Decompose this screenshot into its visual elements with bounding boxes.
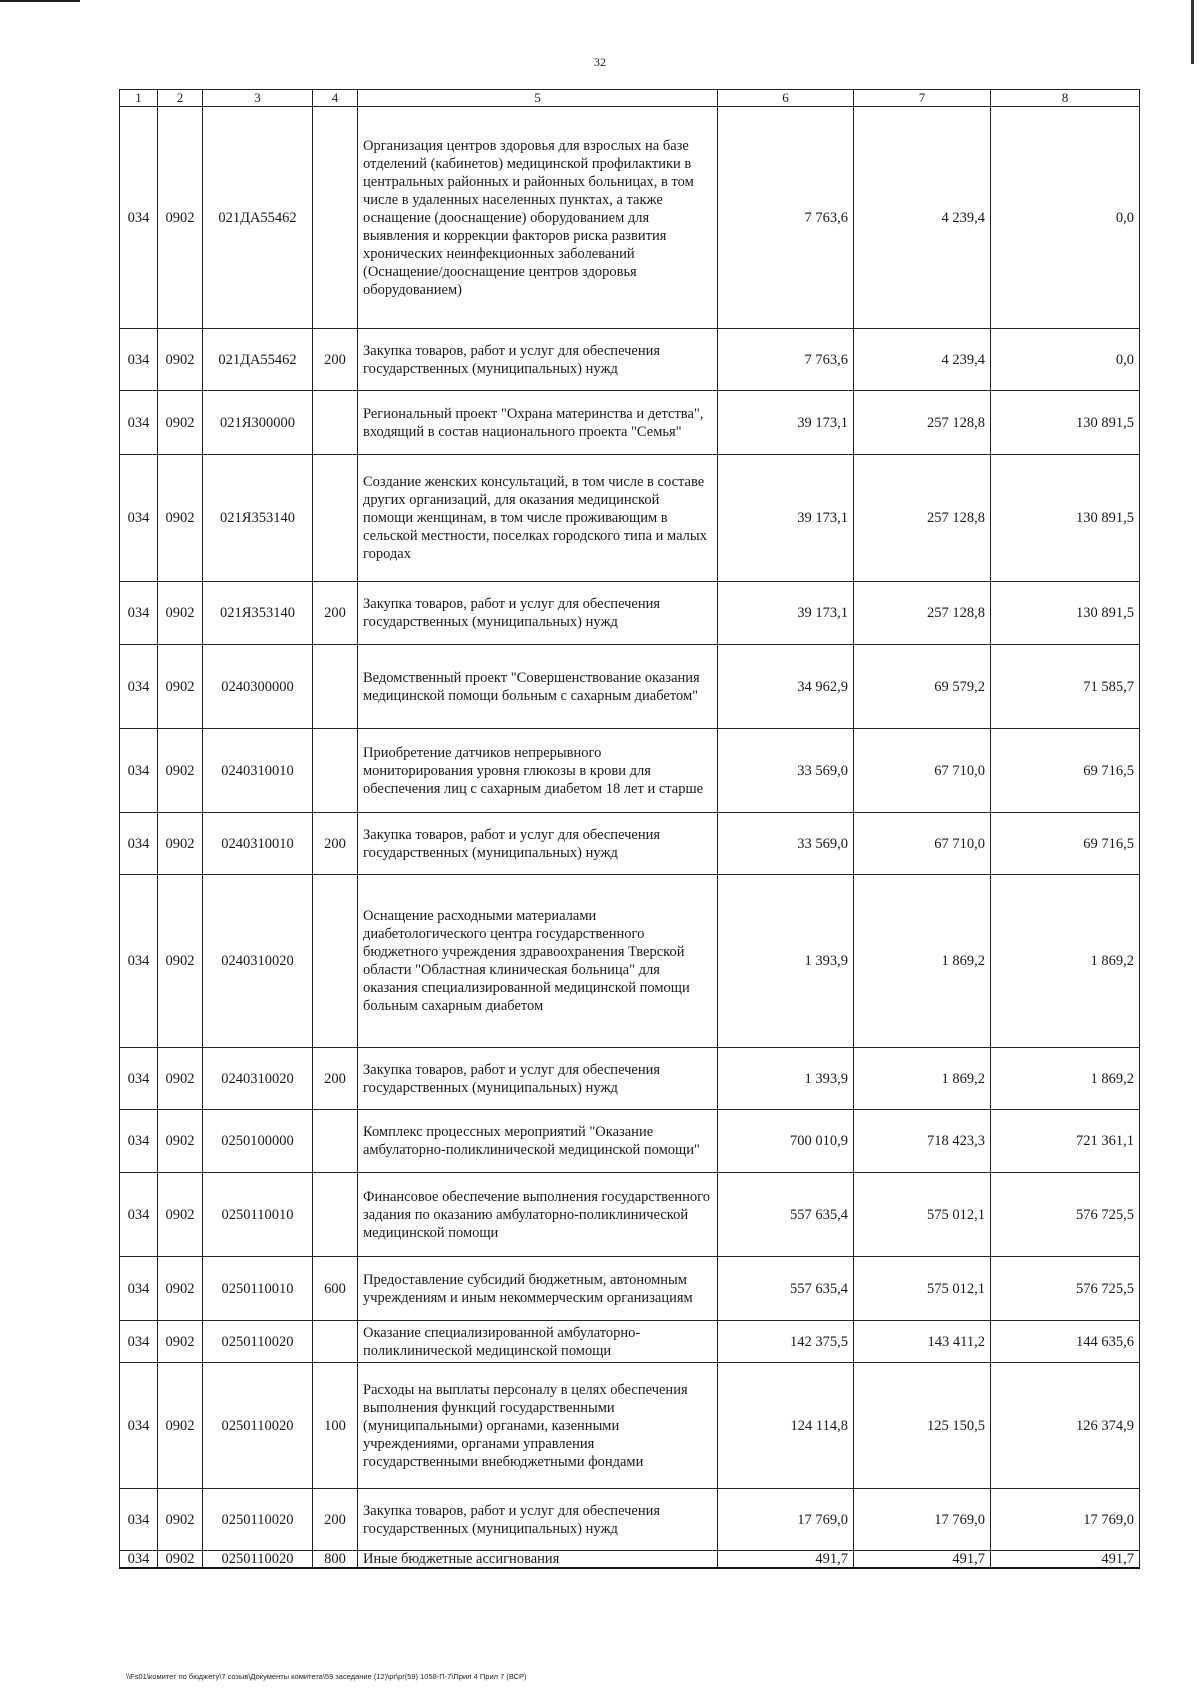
cell-amount-year-3: 576 725,5 — [991, 1257, 1140, 1321]
table-row — [120, 1551, 1140, 1569]
cell-description: Закупка товаров, работ и услуг для обеспечения государственных (муниципальных) нужд — [358, 329, 718, 391]
cell-amount-year-1: 39 173,1 — [718, 582, 854, 645]
cell-expense-type: 200 — [313, 813, 358, 875]
cell-amount-year-1: 7 763,6 — [718, 329, 854, 391]
cell-amount-year-1: 557 635,4 — [718, 1173, 854, 1257]
cell-ministry-code: 034 — [120, 1257, 158, 1321]
cell-ministry-code: 034 — [120, 391, 158, 455]
header-col-5: 5 — [358, 90, 718, 107]
table-row — [120, 455, 1140, 582]
cell-amount-year-2: 718 423,3 — [854, 1110, 991, 1173]
cell-target-article: 0250110010 — [203, 1173, 313, 1257]
cell-section-code: 0902 — [158, 107, 203, 329]
cell-description: Региональный проект "Охрана материнства и детства", входящий в состав национального проекта "Семья" — [358, 391, 718, 455]
table-row — [120, 391, 1140, 455]
cell-amount-year-1: 142 375,5 — [718, 1321, 854, 1363]
cell-ministry-code: 034 — [120, 582, 158, 645]
top-rule — [0, 0, 80, 2]
cell-amount-year-2: 575 012,1 — [854, 1173, 991, 1257]
table-body — [120, 107, 1140, 1569]
cell-section-code: 0902 — [158, 1321, 203, 1363]
cell-ministry-code: 034 — [120, 329, 158, 391]
cell-amount-year-3: 69 716,5 — [991, 729, 1140, 813]
cell-amount-year-2: 17 769,0 — [854, 1489, 991, 1551]
cell-amount-year-2: 257 128,8 — [854, 455, 991, 582]
cell-expense-type — [313, 1321, 358, 1363]
cell-target-article: 0250110020 — [203, 1321, 313, 1363]
cell-ministry-code: 034 — [120, 107, 158, 329]
cell-amount-year-3: 130 891,5 — [991, 391, 1140, 455]
header-col-7: 7 — [854, 90, 991, 107]
cell-amount-year-3: 721 361,1 — [991, 1110, 1140, 1173]
cell-target-article: 0250100000 — [203, 1110, 313, 1173]
page-number: 32 — [594, 55, 606, 69]
cell-amount-year-2: 67 710,0 — [854, 813, 991, 875]
table-row — [120, 329, 1140, 391]
cell-ministry-code: 034 — [120, 1551, 158, 1569]
cell-ministry-code: 034 — [120, 1489, 158, 1551]
cell-expense-type — [313, 391, 358, 455]
cell-target-article: 0240310020 — [203, 1048, 313, 1110]
cell-target-article: 0250110020 — [203, 1551, 313, 1569]
table-row — [120, 1321, 1140, 1363]
cell-amount-year-3: 0,0 — [991, 107, 1140, 329]
table-row — [120, 1110, 1140, 1173]
cell-description: Ведомственный проект "Совершенствование оказания медицинской помощи больным с сахарным диабетом" — [358, 645, 718, 729]
cell-target-article: 021Я353140 — [203, 582, 313, 645]
cell-amount-year-3: 17 769,0 — [991, 1489, 1140, 1551]
cell-amount-year-1: 491,7 — [718, 1551, 854, 1569]
table-row — [120, 729, 1140, 813]
cell-section-code: 0902 — [158, 875, 203, 1048]
cell-target-article: 021Я300000 — [203, 391, 313, 455]
cell-target-article: 0240310010 — [203, 813, 313, 875]
cell-section-code: 0902 — [158, 455, 203, 582]
cell-section-code: 0902 — [158, 1551, 203, 1569]
table-row — [120, 1173, 1140, 1257]
header-col-4: 4 — [313, 90, 358, 107]
cell-amount-year-2: 69 579,2 — [854, 645, 991, 729]
table-row — [120, 1489, 1140, 1551]
cell-section-code: 0902 — [158, 1257, 203, 1321]
cell-ministry-code: 034 — [120, 875, 158, 1048]
cell-description: Расходы на выплаты персоналу в целях обеспечения выполнения функций государственными (муниципальными) органами, казенными учреждениями, органами управления государственными внебюджетными фондами — [358, 1363, 718, 1489]
cell-section-code: 0902 — [158, 729, 203, 813]
cell-amount-year-3: 0,0 — [991, 329, 1140, 391]
cell-expense-type — [313, 455, 358, 582]
header-row — [120, 90, 1140, 107]
cell-amount-year-3: 130 891,5 — [991, 455, 1140, 582]
cell-section-code: 0902 — [158, 645, 203, 729]
cell-target-article: 0240310010 — [203, 729, 313, 813]
cell-section-code: 0902 — [158, 582, 203, 645]
cell-ministry-code: 034 — [120, 729, 158, 813]
cell-section-code: 0902 — [158, 329, 203, 391]
cell-amount-year-1: 33 569,0 — [718, 813, 854, 875]
cell-amount-year-3: 491,7 — [991, 1551, 1140, 1569]
cell-amount-year-3: 130 891,5 — [991, 582, 1140, 645]
cell-amount-year-1: 7 763,6 — [718, 107, 854, 329]
cell-amount-year-1: 33 569,0 — [718, 729, 854, 813]
cell-amount-year-1: 39 173,1 — [718, 455, 854, 582]
cell-expense-type: 800 — [313, 1551, 358, 1569]
cell-expense-type: 200 — [313, 1489, 358, 1551]
table-row — [120, 1257, 1140, 1321]
table-row — [120, 813, 1140, 875]
cell-expense-type — [313, 107, 358, 329]
cell-amount-year-1: 124 114,8 — [718, 1363, 854, 1489]
cell-amount-year-1: 34 962,9 — [718, 645, 854, 729]
cell-target-article: 0250110010 — [203, 1257, 313, 1321]
cell-ministry-code: 034 — [120, 813, 158, 875]
table-row — [120, 1048, 1140, 1110]
cell-amount-year-1: 17 769,0 — [718, 1489, 854, 1551]
cell-target-article: 0250110020 — [203, 1363, 313, 1489]
cell-amount-year-3: 1 869,2 — [991, 875, 1140, 1048]
cell-amount-year-3: 69 716,5 — [991, 813, 1140, 875]
cell-amount-year-2: 1 869,2 — [854, 1048, 991, 1110]
cell-description: Иные бюджетные ассигнования — [358, 1551, 718, 1569]
cell-amount-year-1: 557 635,4 — [718, 1257, 854, 1321]
cell-ministry-code: 034 — [120, 455, 158, 582]
cell-ministry-code: 034 — [120, 1110, 158, 1173]
header-col-3: 3 — [203, 90, 313, 107]
cell-expense-type — [313, 729, 358, 813]
cell-target-article: 021Я353140 — [203, 455, 313, 582]
cell-amount-year-2: 4 239,4 — [854, 329, 991, 391]
header-col-8: 8 — [991, 90, 1140, 107]
table-row — [120, 107, 1140, 329]
cell-section-code: 0902 — [158, 391, 203, 455]
table-row — [120, 1363, 1140, 1489]
cell-amount-year-3: 1 869,2 — [991, 1048, 1140, 1110]
cell-description: Финансовое обеспечение выполнения государственного задания по оказанию амбулаторно-поликлинической медицинской помощи — [358, 1173, 718, 1257]
cell-description: Закупка товаров, работ и услуг для обеспечения государственных (муниципальных) нужд — [358, 813, 718, 875]
cell-section-code: 0902 — [158, 813, 203, 875]
cell-amount-year-1: 700 010,9 — [718, 1110, 854, 1173]
cell-amount-year-2: 257 128,8 — [854, 391, 991, 455]
cell-amount-year-2: 257 128,8 — [854, 582, 991, 645]
cell-amount-year-2: 4 239,4 — [854, 107, 991, 329]
cell-expense-type — [313, 1173, 358, 1257]
cell-target-article: 0250110020 — [203, 1489, 313, 1551]
cell-expense-type: 200 — [313, 582, 358, 645]
cell-ministry-code: 034 — [120, 1173, 158, 1257]
cell-section-code: 0902 — [158, 1173, 203, 1257]
cell-description: Создание женских консультаций, в том числе в составе других организаций, для оказания медицинской помощи женщинам, в том числе проживающим в сельской местности, поселках городского типа и малых городах — [358, 455, 718, 582]
cell-amount-year-3: 71 585,7 — [991, 645, 1140, 729]
cell-description: Оснащение расходными материалами диабетологического центра государственного бюджетного учреждения здравоохранения Тверской области "Областная клиническая больница" для оказания специализированной медицинской помощи больным сахарным диабетом — [358, 875, 718, 1048]
cell-expense-type: 200 — [313, 329, 358, 391]
cell-description: Комплекс процессных мероприятий "Оказание амбулаторно-поликлинической медицинской помощи" — [358, 1110, 718, 1173]
cell-ministry-code: 034 — [120, 645, 158, 729]
cell-ministry-code: 034 — [120, 1048, 158, 1110]
cell-section-code: 0902 — [158, 1489, 203, 1551]
header-col-6: 6 — [718, 90, 854, 107]
cell-description: Приобретение датчиков непрерывного мониторирования уровня глюкозы в крови для обеспечения лиц с сахарным диабетом 18 лет и старше — [358, 729, 718, 813]
cell-amount-year-2: 67 710,0 — [854, 729, 991, 813]
table-row — [120, 875, 1140, 1048]
cell-description: Закупка товаров, работ и услуг для обеспечения государственных (муниципальных) нужд — [358, 1048, 718, 1110]
cell-amount-year-2: 575 012,1 — [854, 1257, 991, 1321]
cell-description: Предоставление субсидий бюджетным, автономным учреждениям и иным некоммерческим организациям — [358, 1257, 718, 1321]
cell-amount-year-1: 1 393,9 — [718, 875, 854, 1048]
cell-amount-year-1: 1 393,9 — [718, 1048, 854, 1110]
table-header — [120, 90, 1140, 107]
cell-section-code: 0902 — [158, 1110, 203, 1173]
header-col-1: 1 — [120, 90, 158, 107]
cell-section-code: 0902 — [158, 1363, 203, 1489]
cell-section-code: 0902 — [158, 1048, 203, 1110]
cell-amount-year-3: 144 635,6 — [991, 1321, 1140, 1363]
cell-ministry-code: 034 — [120, 1363, 158, 1489]
cell-expense-type — [313, 1110, 358, 1173]
cell-ministry-code: 034 — [120, 1321, 158, 1363]
cell-expense-type — [313, 645, 358, 729]
header-col-2: 2 — [158, 90, 203, 107]
cell-expense-type — [313, 875, 358, 1048]
cell-amount-year-2: 143 411,2 — [854, 1321, 991, 1363]
cell-expense-type: 100 — [313, 1363, 358, 1489]
cell-description: Закупка товаров, работ и услуг для обеспечения государственных (муниципальных) нужд — [358, 582, 718, 645]
budget-table — [119, 89, 1140, 1569]
cell-target-article: 0240300000 — [203, 645, 313, 729]
cell-target-article: 021ДА55462 — [203, 329, 313, 391]
file-path-footer: \\Fs01\комитет по бюджету\7 созыв\Документы комитета\59 заседание (12)\pr\pr(59) 1058-П-7\Прил 4 Прил 7 (ВСР) — [126, 1672, 527, 1681]
cell-target-article: 0240310020 — [203, 875, 313, 1048]
cell-expense-type: 600 — [313, 1257, 358, 1321]
cell-target-article: 021ДА55462 — [203, 107, 313, 329]
cell-description: Организация центров здоровья для взрослых на базе отделений (кабинетов) медицинской профилактики в центральных районных и районных больницах, в том числе в удаленных населенных пунктах, а также оснащение (дооснащение) оборудованием для выявления и коррекции факторов риска развития хронических неинфекционных заболеваний (Оснащение/дооснащение центров здоровья оборудованием) — [358, 107, 718, 329]
cell-expense-type: 200 — [313, 1048, 358, 1110]
cell-amount-year-3: 126 374,9 — [991, 1363, 1140, 1489]
cell-amount-year-3: 576 725,5 — [991, 1173, 1140, 1257]
cell-amount-year-2: 491,7 — [854, 1551, 991, 1569]
cell-amount-year-1: 39 173,1 — [718, 391, 854, 455]
cell-description: Оказание специализированной амбулаторно-поликлинической медицинской помощи — [358, 1321, 718, 1363]
table-row — [120, 645, 1140, 729]
table-row — [120, 582, 1140, 645]
cell-amount-year-2: 125 150,5 — [854, 1363, 991, 1489]
cell-description: Закупка товаров, работ и услуг для обеспечения государственных (муниципальных) нужд — [358, 1489, 718, 1551]
cell-amount-year-2: 1 869,2 — [854, 875, 991, 1048]
